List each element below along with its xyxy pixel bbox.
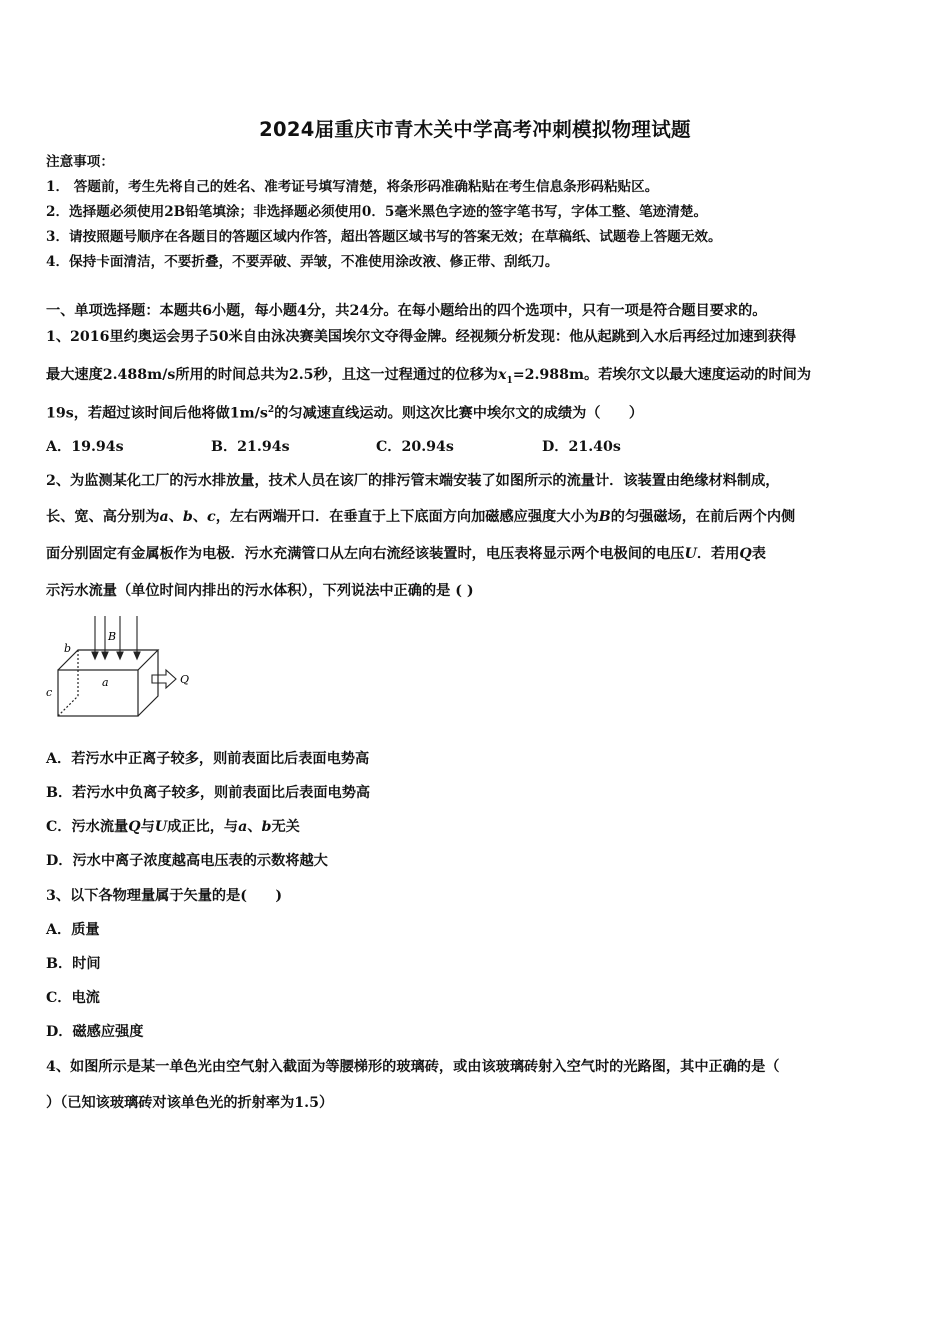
flowmeter-figure <box>40 612 200 722</box>
q2-text: 面分别固定有金属板作为电极．污水充满管口从左向右流经该装置时，电压表将显示两个电极间的电压 <box>46 546 685 562</box>
q2-stem-line: 2、为监测某化工厂的污水排放量，技术人员在该厂的排污管末端安装了如图所示的流量计．该装置由绝缘材料制成， <box>46 473 780 489</box>
var-c: c <box>207 509 216 525</box>
q2-option-c[interactable] <box>46 818 300 836</box>
var-a: a <box>159 509 169 525</box>
q2-text: ．若用 <box>696 546 740 562</box>
q2-opt-text: 与 <box>140 819 155 835</box>
q2-text: 、 <box>192 509 208 525</box>
q1-option-c[interactable]: C．20.94s <box>376 439 454 455</box>
q3-option-d[interactable]: D．磁感应强度 <box>46 1024 144 1040</box>
label-B: B <box>108 630 117 643</box>
q2-opt-text: 无关 <box>271 819 300 835</box>
q2-text: 表 <box>751 546 766 562</box>
var-a: a <box>238 819 248 835</box>
q1-options <box>46 436 746 454</box>
subscript-1: 1 <box>506 375 513 386</box>
label-c: c <box>46 686 53 699</box>
q1-text: =2.988m。若埃尔文以最大速度运动的时间为 <box>512 367 812 383</box>
notice-item: 1． 答题前，考生先将自己的姓名、准考证号填写清楚，将条形码准确粘贴在考生信息条形码粘贴区。 <box>46 179 659 195</box>
superscript-2: 2 <box>267 405 275 415</box>
q1-option-d[interactable]: D．21.40s <box>542 439 621 455</box>
q4-stem-line: ）（已知该玻璃砖对该单色光的折射率为1.5） <box>46 1095 334 1111</box>
q2-text: 长、宽、高分别为 <box>46 509 160 525</box>
q4-stem-line: 4、如图所示是某一单色光由空气射入截面为等腰梯形的玻璃砖，或由该玻璃砖射入空气时的光路图，其中正确的是（ <box>46 1059 780 1075</box>
section-heading: 一、单项选择题：本题共6小题，每小题4分，共24分。在每小题给出的四个选项中，只有一项是符合题目要求的。 <box>46 303 767 319</box>
q2-option-a[interactable]: A．若污水中正离子较多，则前表面比后表面电势高 <box>46 751 370 767</box>
q2-text: 的匀强磁场，在前后两个内侧 <box>610 509 796 525</box>
q1-option-a[interactable]: A．19.94s <box>46 439 124 455</box>
q2-option-b[interactable]: B．若污水中负离子较多，则前表面比后表面电势高 <box>46 785 371 801</box>
flowmeter-diagram <box>40 612 200 722</box>
box-hidden-edge <box>58 696 78 716</box>
notice-item: 3．请按照题号顺序在各题目的答题区域内作答，超出答题区域书写的答案无效；在草稿纸、试题卷上答题无效。 <box>46 229 722 245</box>
var-b: b <box>261 819 272 835</box>
q1-stem-line: 1、2016里约奥运会男子50米自由泳决赛美国埃尔文夺得金牌。经视频分析发现：他从起跳到入水后再经过加速到获得 <box>46 329 797 345</box>
q2-text: ，左右两端开口．在垂直于上下底面方向加磁感应强度大小为 <box>215 509 599 525</box>
var-Q: Q <box>128 819 141 835</box>
var-U: U <box>154 819 168 835</box>
q2-opt-text: 、 <box>247 819 262 835</box>
q3-option-b[interactable]: B．时间 <box>46 956 101 972</box>
notice-heading: 注意事项： <box>46 154 114 170</box>
q2-opt-text: 成正比，与 <box>167 819 239 835</box>
label-a: a <box>102 676 109 689</box>
q1-text: 的匀减速直线运动。则这次比赛中埃尔文的成绩为（ ） <box>274 405 644 422</box>
q1-text: 19s，若超过该时间后他将做1m/s <box>46 405 268 422</box>
q2-stem-line <box>46 545 766 563</box>
q3-stem: 3、以下各物理量属于矢量的是( ) <box>46 888 283 904</box>
q1-option-b[interactable]: B．21.94s <box>211 439 290 455</box>
q2-opt-text: C．污水流量 <box>46 819 129 835</box>
q2-option-d[interactable]: D．污水中离子浓度越高电压表的示数将越大 <box>46 853 328 869</box>
var-b: b <box>182 509 193 525</box>
var-B: B <box>598 509 611 525</box>
page-title: 2024届重庆市青木关中学高考冲刺模拟物理试题 <box>259 118 691 141</box>
q2-stem-line <box>46 508 795 526</box>
q3-option-c[interactable]: C．电流 <box>46 990 100 1006</box>
var-U: U <box>684 546 697 562</box>
q2-stem-line: 示污水流量（单位时间内排出的污水体积），下列说法中正确的是 ( ) <box>46 583 474 599</box>
notice-item: 2．选择题必须使用2B铅笔填涂；非选择题必须使用0．5毫米黑色字迹的签字笔书写，字体工整、笔迹清楚。 <box>46 204 708 220</box>
var-Q: Q <box>739 546 752 562</box>
q1-text: 最大速度2.488m/s所用的时间总共为2.5秒，且这一过程通过的位移为 <box>46 367 498 383</box>
var-x: x <box>497 367 507 383</box>
q2-text: 、 <box>168 509 183 525</box>
box-front-face <box>58 670 138 716</box>
label-b: b <box>64 642 72 655</box>
q1-stem-line <box>46 401 643 423</box>
notice-item: 4．保持卡面清洁，不要折叠，不要弄破、弄皱，不准使用涂改液、修正带、刮纸刀。 <box>46 254 559 270</box>
q1-stem-line <box>46 366 811 390</box>
label-Q: Q <box>180 673 190 686</box>
flow-arrow <box>152 670 176 688</box>
q3-option-a[interactable]: A．质量 <box>46 922 100 938</box>
